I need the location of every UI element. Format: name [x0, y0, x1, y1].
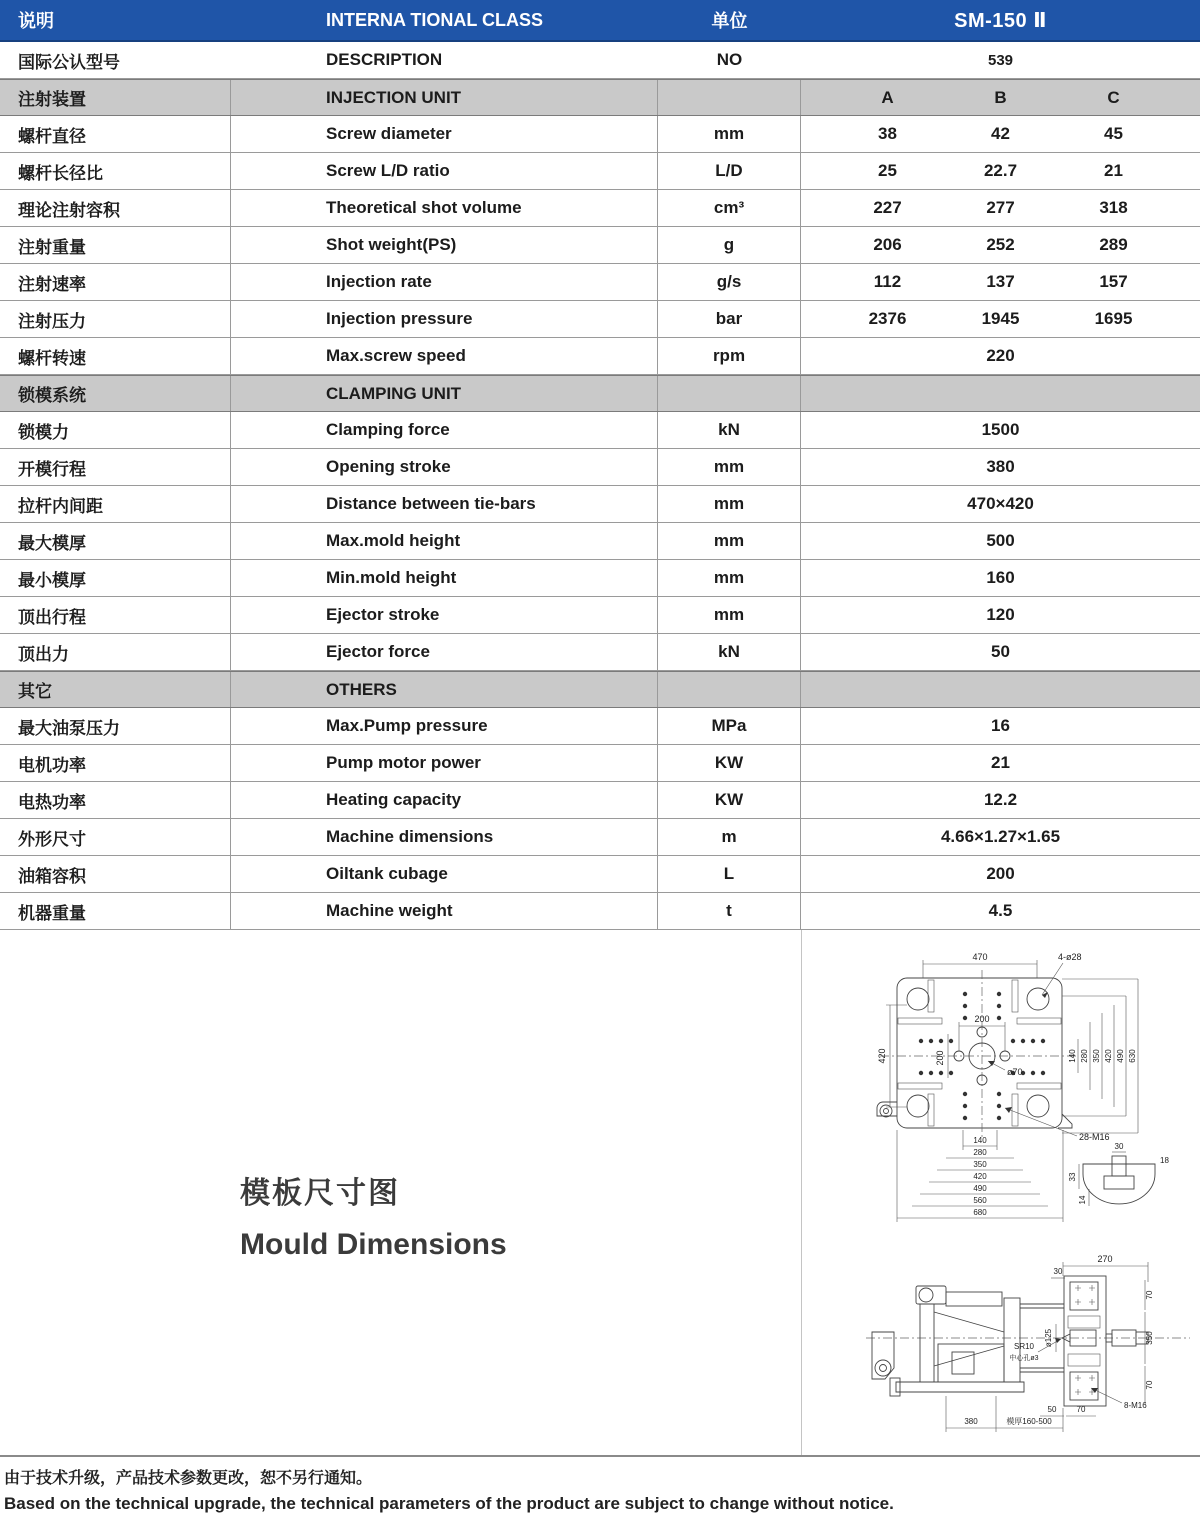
table-row: [0, 486, 1200, 523]
row-label-cn: 螺杆长径比: [0, 153, 231, 189]
value-b: 252: [986, 235, 1015, 254]
header-cn: 说明: [18, 11, 54, 31]
value-c: 289: [1099, 235, 1128, 254]
table-row: [0, 264, 1200, 301]
dim-r-490: 490: [1116, 1049, 1125, 1063]
row-label-en: Shot weight(PS): [231, 227, 658, 263]
row-value: 1500: [981, 420, 1020, 439]
value-a: 25: [878, 161, 897, 180]
section-en: CLAMPING UNIT: [231, 376, 658, 411]
row-values: [801, 153, 1200, 189]
dim-r-140: 140: [1068, 1049, 1077, 1063]
value-b: 22.7: [983, 161, 1018, 180]
dim-o125: ø125: [1044, 1328, 1053, 1348]
row-unit: mm: [658, 560, 801, 596]
row-label-en: Machine weight: [231, 893, 658, 929]
row-values: [801, 227, 1200, 263]
dim-270: 270: [1097, 1254, 1113, 1264]
table-row: [0, 227, 1200, 264]
section-unit: [658, 376, 801, 411]
dim-mold-thickness: 模厚160-500: [1006, 1417, 1052, 1426]
table-row: [0, 116, 1200, 153]
table-row: [0, 745, 1200, 782]
row-value: 21: [991, 753, 1010, 772]
row-label-cn: 电热功率: [0, 782, 231, 818]
footer-note-en: Based on the technical upgrade, the technical parameters of the product are subject to change without notice.: [4, 1494, 894, 1513]
row-unit: kN: [658, 634, 801, 670]
title-cn: 模板尺寸图: [240, 1177, 400, 1210]
row-label-cn: 国际公认型号: [18, 52, 120, 72]
row-label-en: Screw diameter: [231, 116, 658, 152]
section-blank: [801, 376, 1200, 411]
section-unit: [658, 80, 801, 115]
section-row-clamping: [0, 375, 1200, 412]
mould-dimensions-area: [0, 930, 1200, 1455]
section-blank: [801, 672, 1200, 707]
row-label-en: DESCRIPTION: [326, 50, 443, 69]
value-c: 45: [1104, 124, 1123, 143]
table-row: [0, 560, 1200, 597]
dim-r-420: 420: [1104, 1049, 1113, 1063]
footer-note-cn: 由于技术升级，产品技术参数更改，恕不另行通知。: [4, 1470, 373, 1487]
dim-8-m16: 8-M16: [1124, 1401, 1147, 1410]
row-values: [801, 264, 1200, 300]
col-c: C: [1107, 87, 1120, 107]
bottom-stacked-dims: [897, 1130, 1063, 1222]
row-label-cn: 注射重量: [0, 227, 231, 263]
value-b: 1945: [981, 309, 1020, 328]
table-row: [0, 634, 1200, 671]
dim-50: 50: [1047, 1405, 1057, 1414]
dim-70-top: 70: [1145, 1290, 1154, 1300]
label-sr10: SR10: [1013, 1342, 1035, 1351]
table-row: [0, 153, 1200, 190]
row-unit: KW: [658, 745, 801, 781]
table-row: [0, 856, 1200, 893]
platen-outline: [877, 978, 1072, 1128]
row-unit: MPa: [658, 708, 801, 744]
row-label-cn: 电机功率: [0, 745, 231, 781]
value-c: 157: [1099, 272, 1128, 291]
table-row: [0, 190, 1200, 227]
row-label-cn: 机器重量: [0, 893, 231, 929]
row-label-cn: 螺杆直径: [0, 116, 231, 152]
row-value: 470×420: [967, 494, 1034, 513]
table-row: [0, 819, 1200, 856]
row-label-en: Theoretical shot volume: [231, 190, 658, 226]
row-value: 4.66×1.27×1.65: [940, 827, 1061, 846]
row-label-en: Min.mold height: [231, 560, 658, 596]
section-cn: 锁模系统: [0, 376, 231, 411]
table-row: [0, 597, 1200, 634]
section-cn: 其它: [0, 672, 231, 707]
value-a: 206: [873, 235, 902, 254]
machine-side-drawing: [858, 1246, 1198, 1451]
dim-b-490: 490: [973, 1184, 987, 1193]
hatched-slots: [898, 980, 1061, 1126]
row-label-cn: 开模行程: [0, 449, 231, 485]
row-unit: L/D: [658, 153, 801, 189]
row-label-cn: 锁模力: [0, 412, 231, 448]
row-label-cn: 顶出行程: [0, 597, 231, 633]
row-unit: mm: [658, 449, 801, 485]
dim-b-350: 350: [973, 1160, 987, 1169]
dim-30: 30: [1114, 1142, 1124, 1151]
row-label-cn: 理论注射容积: [0, 190, 231, 226]
section-en: INJECTION UNIT: [231, 80, 658, 115]
row-label-en: Opening stroke: [231, 449, 658, 485]
dim-200-h: 200: [974, 1014, 990, 1024]
row-unit: bar: [658, 301, 801, 337]
row-value: 500: [986, 531, 1015, 550]
table-header-row: [0, 0, 1200, 42]
header-unit: 单位: [711, 11, 748, 31]
row-label-en: Heating capacity: [231, 782, 658, 818]
row-value: 120: [986, 605, 1015, 624]
value-b: 42: [991, 124, 1010, 143]
dim-33: 33: [1068, 1172, 1077, 1182]
value-c: 1695: [1094, 309, 1133, 328]
table-row: [0, 338, 1200, 375]
table-row: [0, 42, 1200, 79]
front-dimensions: [877, 952, 1110, 1142]
row-label-cn: 注射压力: [0, 301, 231, 337]
row-label-en: Injection pressure: [231, 301, 658, 337]
row-value: 200: [986, 864, 1015, 883]
table-row: [0, 523, 1200, 560]
table-row: [0, 782, 1200, 819]
dim-r-280: 280: [1080, 1049, 1089, 1063]
table-row: [0, 708, 1200, 745]
col-b: B: [994, 87, 1007, 107]
value-a: 112: [873, 272, 902, 291]
table-row: [0, 893, 1200, 930]
dim-30-offset: 30: [1053, 1267, 1063, 1276]
row-label-en: Screw L/D ratio: [231, 153, 658, 189]
row-values: [801, 301, 1200, 337]
row-label-cn: 最小模厚: [0, 560, 231, 596]
row-label-en: Max.mold height: [231, 523, 658, 559]
dim-b-560: 560: [973, 1196, 987, 1205]
row-value: 12.2: [983, 790, 1018, 809]
dim-420: 420: [877, 1048, 887, 1064]
row-unit: NO: [716, 50, 743, 69]
row-value: 380: [986, 457, 1015, 476]
dim-70-b: 70: [1076, 1405, 1086, 1414]
dim-b-280: 280: [973, 1148, 987, 1157]
row-unit: g/s: [658, 264, 801, 300]
row-unit: KW: [658, 782, 801, 818]
dim-470: 470: [972, 952, 988, 962]
dim-b-420: 420: [973, 1172, 987, 1181]
mould-dimensions-title: [240, 1168, 507, 1262]
dim-18: 18: [1160, 1156, 1169, 1165]
column-divider-line: [801, 930, 802, 1455]
header-model: SM-150 Ⅱ: [954, 9, 1047, 32]
row-unit: rpm: [658, 338, 801, 374]
row-unit: g: [658, 227, 801, 263]
row-unit: mm: [658, 523, 801, 559]
row-label-en: Injection rate: [231, 264, 658, 300]
row-label-cn: 螺杆转速: [0, 338, 231, 374]
section-row-injection: [0, 79, 1200, 116]
dim-r-630: 630: [1128, 1049, 1137, 1063]
dim-o70: ø70: [1007, 1067, 1023, 1077]
header-class: INTERNA TIONAL CLASS: [326, 9, 544, 30]
value-a: 227: [873, 198, 902, 217]
row-label-en: Clamping force: [231, 412, 658, 448]
row-unit: t: [658, 893, 801, 929]
right-stacked-dims: [1062, 979, 1138, 1133]
clamping-side-profile: [872, 1286, 1064, 1396]
section-row-others: [0, 671, 1200, 708]
row-label-cn: 最大模厚: [0, 523, 231, 559]
platen-centerlines: [880, 970, 1077, 1140]
label-center-hole: 中心孔ø3: [1009, 1355, 1039, 1362]
row-unit: m: [658, 819, 801, 855]
row-unit: mm: [658, 116, 801, 152]
dim-b-140: 140: [973, 1136, 987, 1145]
row-label-en: Ejector stroke: [231, 597, 658, 633]
row-unit: kN: [658, 412, 801, 448]
row-label-cn: 外形尺寸: [0, 819, 231, 855]
row-value: 539: [987, 51, 1014, 69]
row-value: 220: [986, 346, 1015, 365]
dim-70-bottom: 70: [1145, 1380, 1154, 1390]
row-unit: mm: [658, 486, 801, 522]
section-unit: [658, 672, 801, 707]
dim-200-v: 200: [935, 1050, 945, 1066]
abc-headers: [801, 80, 1200, 115]
row-values: [801, 116, 1200, 152]
platen-front-drawing: [855, 934, 1195, 1246]
value-a: 38: [878, 124, 897, 143]
value-b: 137: [986, 272, 1015, 291]
table-row: [0, 449, 1200, 486]
row-label-en: Max.Pump pressure: [231, 708, 658, 744]
dim-28-m16: 28-M16: [1079, 1132, 1110, 1142]
title-en: Mould Dimensions: [240, 1228, 507, 1261]
row-value: 160: [986, 568, 1015, 587]
row-label-cn: 顶出力: [0, 634, 231, 670]
row-value: 16: [991, 716, 1010, 735]
value-a: 2376: [868, 309, 907, 328]
footer-note: [0, 1457, 1200, 1514]
stationary-platen-section: [1062, 1276, 1148, 1406]
dim-4-o28: 4-ø28: [1058, 952, 1082, 962]
row-label-cn: 油箱容积: [0, 856, 231, 892]
row-values: [801, 190, 1200, 226]
row-label-en: Machine dimensions: [231, 819, 658, 855]
value-c: 318: [1099, 198, 1128, 217]
row-label-en: Max.screw speed: [231, 338, 658, 374]
row-unit: cm³: [658, 190, 801, 226]
row-unit: L: [658, 856, 801, 892]
table-row: [0, 412, 1200, 449]
row-label-en: Distance between tie-bars: [231, 486, 658, 522]
row-label-en: Oiltank cubage: [231, 856, 658, 892]
row-label-en: Pump motor power: [231, 745, 658, 781]
row-value: 4.5: [988, 901, 1013, 920]
row-value: 50: [991, 642, 1010, 661]
dim-r-350: 350: [1092, 1049, 1101, 1063]
row-label-cn: 注射速率: [0, 264, 231, 300]
row-label-en: Ejector force: [231, 634, 658, 670]
section-en: OTHERS: [231, 672, 658, 707]
side-dimensions: [946, 1254, 1154, 1432]
value-b: 277: [986, 198, 1015, 217]
dim-380: 380: [964, 1417, 978, 1426]
dim-b-680: 680: [973, 1208, 987, 1217]
section-cn: 注射装置: [0, 80, 231, 115]
value-c: 21: [1104, 161, 1123, 180]
table-row: [0, 301, 1200, 338]
row-label-cn: 拉杆内间距: [0, 486, 231, 522]
dim-14: 14: [1078, 1195, 1087, 1205]
tslot-detail: [1068, 1142, 1169, 1206]
dim-350: 350: [1145, 1331, 1154, 1345]
row-label-cn: 最大油泵压力: [0, 708, 231, 744]
col-a: A: [881, 87, 894, 107]
row-unit: mm: [658, 597, 801, 633]
